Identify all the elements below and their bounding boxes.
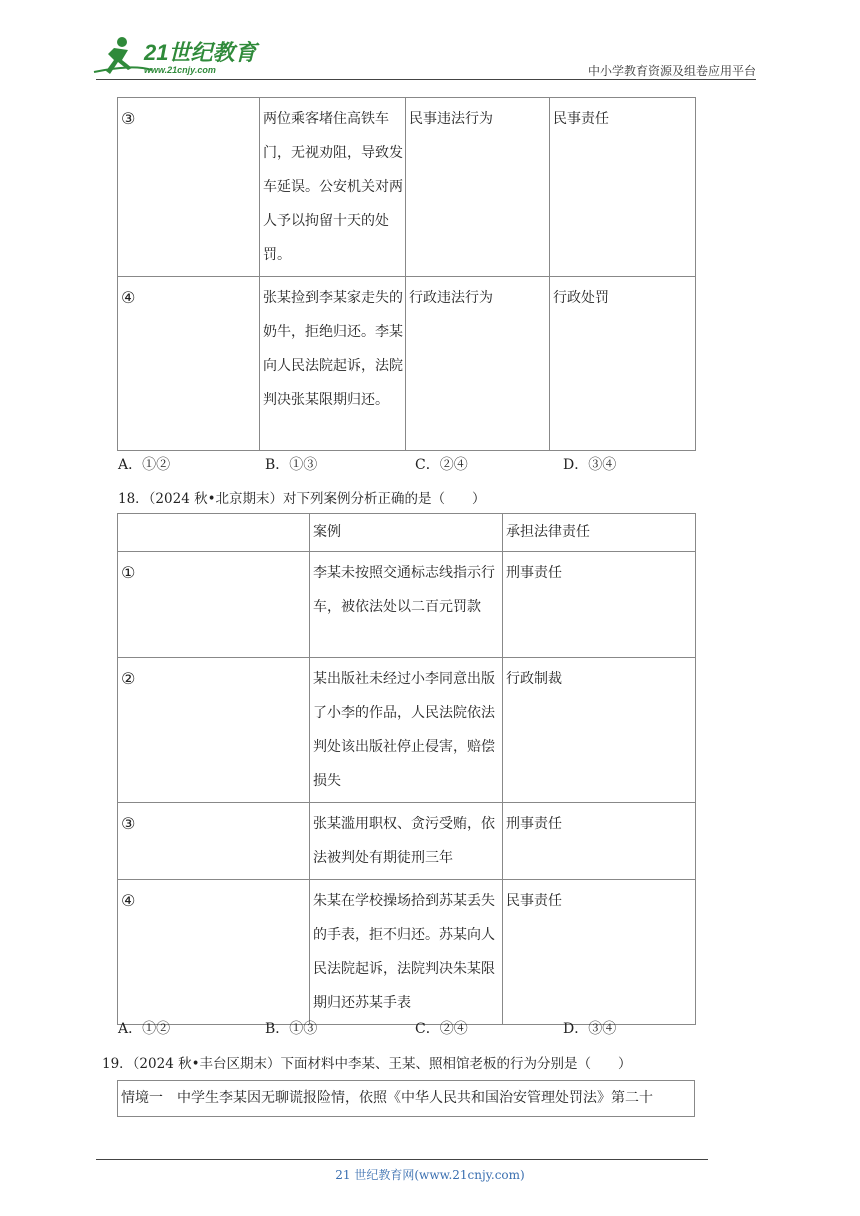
liability-cell: 刑事责任 — [503, 552, 696, 658]
table-row — [118, 803, 696, 880]
type-cell: 行政违法行为 — [406, 277, 550, 451]
option-b[interactable]: B．①③ — [265, 457, 318, 473]
footer-link[interactable]: 21 世纪教育网(www.21cnjy.com) — [335, 1168, 525, 1182]
header-cell-case: 案例 — [310, 514, 503, 552]
table-row — [118, 552, 696, 658]
table-row — [118, 98, 696, 277]
q19-table — [117, 1080, 695, 1117]
q18-table — [117, 513, 696, 1025]
case-cell: 李某未按照交通标志线指示行车，被依法处以二百元罚款 — [310, 552, 503, 658]
q17-table — [117, 97, 696, 451]
q18-title: 18．（2024 秋•北京期末）对下列案例分析正确的是（ ） — [118, 491, 486, 507]
site-logo — [92, 34, 262, 78]
liability-cell: 刑事责任 — [503, 803, 696, 880]
platform-name: 中小学教育资源及组卷应用平台 — [587, 64, 756, 78]
option-c[interactable]: C．②④ — [415, 1021, 468, 1037]
option-d[interactable]: D．③④ — [563, 457, 617, 473]
liability-cell: 行政制裁 — [503, 658, 696, 803]
option-b[interactable]: B．①③ — [265, 1021, 318, 1037]
logo-url: www.21cnjy.com — [144, 65, 216, 75]
row-number: ③ — [121, 109, 136, 128]
row-number: ① — [121, 563, 136, 582]
q19-title: 19．（2024 秋•丰台区期末）下面材料中李某、王某、照相馆老板的行为分别是（ ） — [102, 1056, 632, 1072]
table-row — [118, 880, 696, 1025]
table-row — [118, 277, 696, 451]
case-cell: 两位乘客堵住高铁车门，无视劝阻，导致发车延误。公安机关对两人予以拘留十天的处罚。 — [260, 98, 406, 277]
liability-cell: 民事责任 — [503, 880, 696, 1025]
case-cell: 朱某在学校操场拾到苏某丢失的手表，拒不归还。苏某向人民法院起诉，法院判决朱某限期归还苏某手表 — [310, 880, 503, 1025]
table-header-row — [118, 514, 696, 552]
logo-text: 21世纪教育 — [144, 40, 257, 65]
footer-divider — [96, 1159, 708, 1160]
row-number: ④ — [121, 288, 136, 307]
liability-cell: 民事责任 — [550, 98, 696, 277]
option-d[interactable]: D．③④ — [563, 1021, 617, 1037]
liability-cell: 行政处罚 — [550, 277, 696, 451]
case-cell: 张某捡到李某家走失的奶牛，拒绝归还。李某向人民法院起诉，法院判决张某限期归还。 — [260, 277, 406, 451]
scenario-cell: 情境一 中学生李某因无聊谎报险情，依照《中华人民共和国治安管理处罚法》第二十 — [118, 1081, 695, 1117]
row-number: ② — [121, 669, 136, 688]
header-divider — [96, 79, 756, 80]
option-a[interactable]: A．①② — [118, 1021, 171, 1037]
table-row — [118, 658, 696, 803]
case-cell: 张某滥用职权、贪污受贿，依法被判处有期徒刑三年 — [310, 803, 503, 880]
header-cell-empty — [118, 514, 310, 552]
row-number: ④ — [121, 891, 136, 910]
type-cell: 民事违法行为 — [406, 98, 550, 277]
option-a[interactable]: A．①② — [118, 457, 171, 473]
option-c[interactable]: C．②④ — [415, 457, 468, 473]
case-cell: 某出版社未经过小李同意出版了小李的作品，人民法院依法判处该出版社停止侵害，赔偿损失 — [310, 658, 503, 803]
table-row — [118, 1081, 695, 1117]
header-cell-liability: 承担法律责任 — [503, 514, 696, 552]
row-number: ③ — [121, 814, 136, 833]
